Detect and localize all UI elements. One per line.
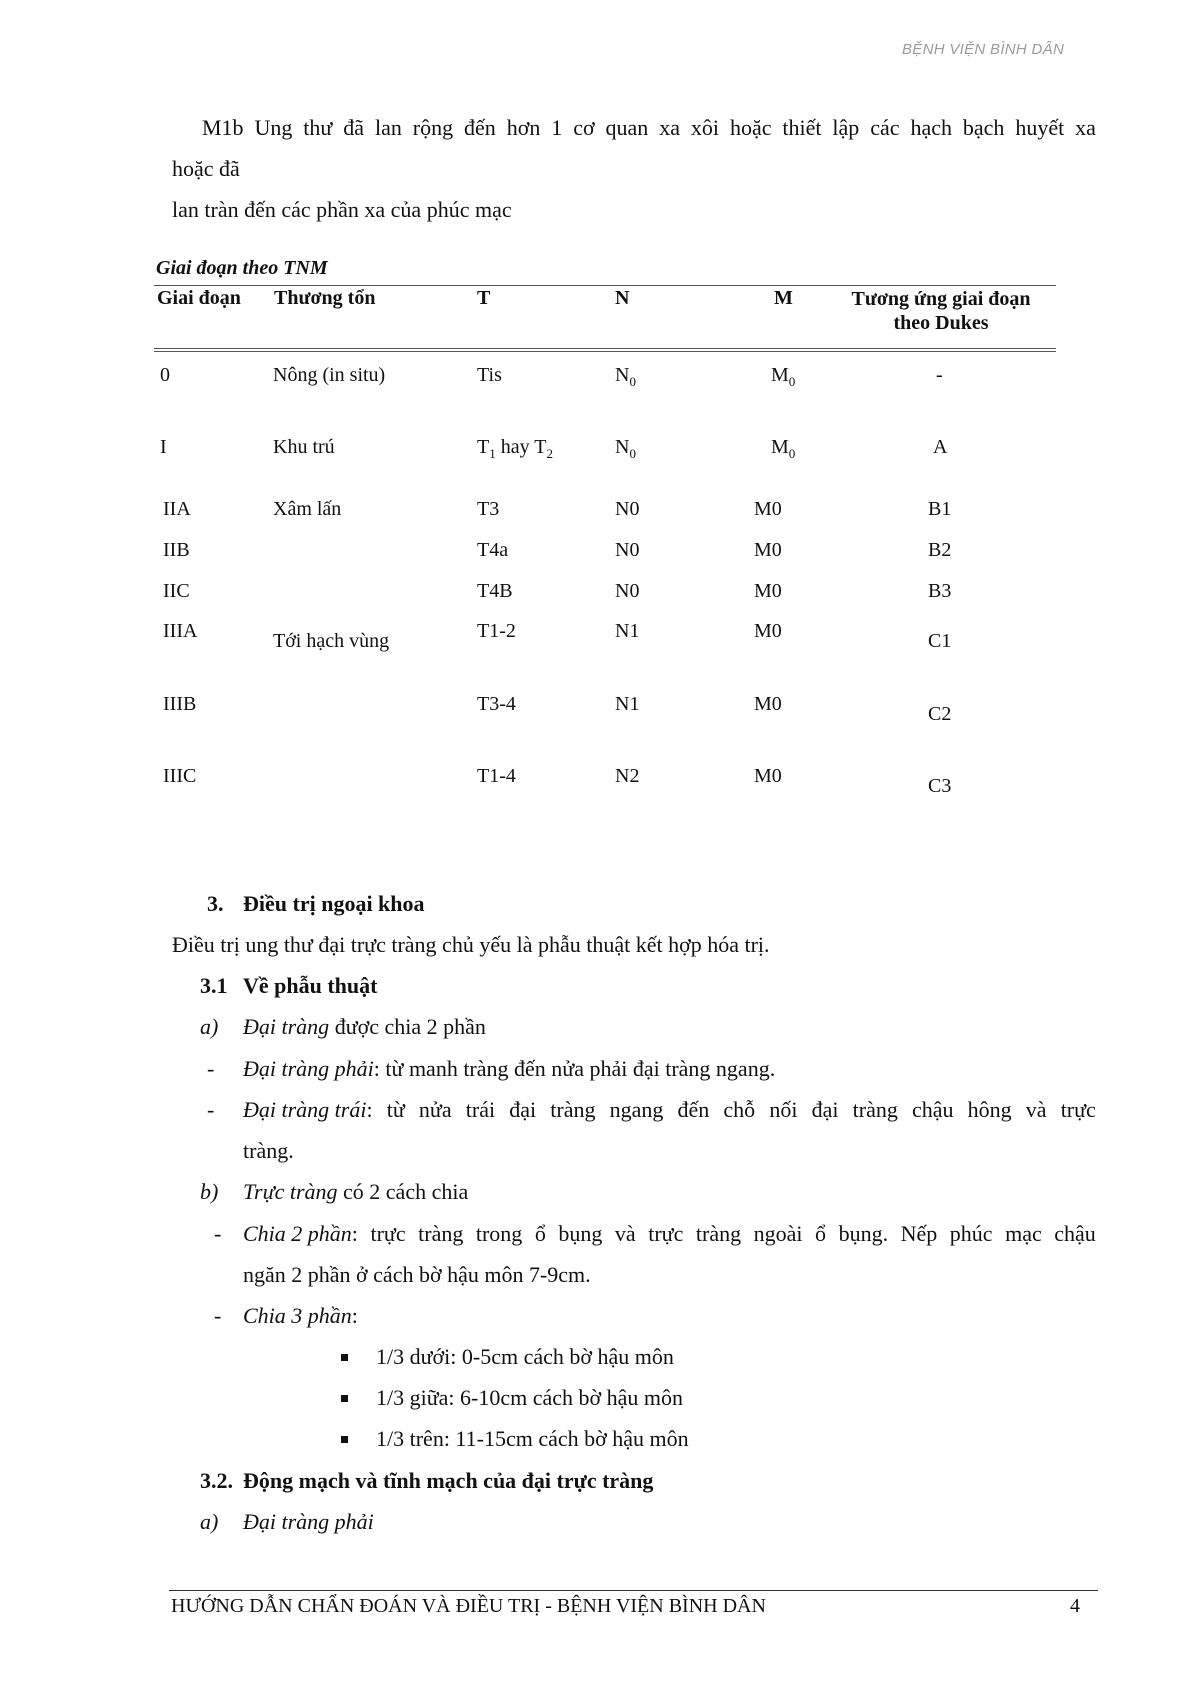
item-a2-line — [243, 1097, 1096, 1123]
cell-stage: IIIA — [163, 620, 198, 642]
word: chỗ — [723, 1097, 756, 1122]
cell-t: Tis — [477, 364, 502, 386]
word: trong — [475, 1221, 523, 1246]
header-n: N — [615, 287, 630, 309]
subsection-3-2-title: Động mạch và tĩnh mạch của đại trực tràng — [243, 1468, 654, 1493]
word: chậu — [1054, 1221, 1096, 1246]
item-3-2-a-term: Đại tràng phải — [243, 1509, 374, 1534]
table-header-rule-1 — [154, 348, 1056, 349]
word: bụng. — [838, 1221, 889, 1246]
item-a2-marker: - — [207, 1097, 215, 1122]
cell-m: M0 — [754, 693, 782, 715]
cell-n — [615, 364, 636, 390]
word: huyết — [1015, 115, 1065, 140]
cell-dukes: B2 — [928, 539, 952, 561]
word: rộng — [412, 115, 454, 140]
cell-n: N1 — [615, 693, 640, 715]
word: bạch — [962, 115, 1005, 140]
cell-n: N0 — [615, 498, 640, 520]
cell-m: M0 — [754, 620, 782, 642]
cell-t-a-sub: 1 — [489, 446, 496, 461]
cell-t-mid: hay T — [495, 436, 547, 458]
cell-m: M0 — [754, 765, 782, 787]
table-caption: Giai đoạn theo TNM — [156, 257, 328, 279]
word: tràng — [418, 1221, 464, 1246]
word: mạc — [1005, 1221, 1042, 1246]
cell-dukes: A — [933, 436, 948, 458]
cell-m-base: M — [771, 364, 789, 386]
word: Ung — [254, 115, 293, 140]
item-a-marker: a) — [200, 1014, 219, 1039]
subsection-3-2-number: 3.2. — [200, 1468, 233, 1493]
item-b2-term: Chia 3 phần — [243, 1303, 352, 1328]
item-b-marker: b) — [200, 1179, 219, 1204]
header-dukes — [830, 287, 1052, 335]
cell-m — [771, 364, 795, 390]
item-b2-rest: : — [351, 1303, 358, 1328]
word: M1b — [202, 115, 244, 140]
cell-stage: IIC — [163, 580, 190, 602]
item-a1-rest: : từ manh tràng đến nửa phải đại tràng ngang. — [373, 1056, 776, 1081]
item-b1-marker: - — [214, 1221, 222, 1246]
word: Nếp — [900, 1221, 938, 1246]
intro-line-1 — [202, 115, 1096, 141]
item-a2-cont: tràng. — [243, 1138, 294, 1163]
cell-m: M0 — [754, 498, 782, 520]
cell-n: N0 — [615, 539, 640, 561]
header-stage: Giai đoạn — [157, 287, 241, 309]
item-a1-text — [243, 1056, 775, 1082]
cell-dukes: C1 — [928, 630, 952, 652]
item-a-rest: được chia 2 phần — [329, 1014, 486, 1039]
word: lan — [374, 115, 402, 140]
word: xa — [659, 115, 680, 140]
section-3-title: Điều trị ngoại khoa — [243, 891, 425, 916]
item-b2-marker: - — [214, 1303, 222, 1328]
cell-t: T1-2 — [477, 620, 516, 642]
header-dukes-line2: theo Dukes — [893, 312, 989, 334]
cell-stage: IIIC — [163, 765, 197, 787]
word: xôi — [690, 115, 720, 140]
bullet-text: 1/3 giữa: 6-10cm cách bờ hậu môn — [376, 1385, 684, 1410]
word: đến — [677, 1097, 710, 1122]
cell-stage: 0 — [160, 364, 170, 386]
cell-t: T3 — [477, 498, 500, 520]
word: thư — [303, 115, 333, 140]
square-bullet-icon — [341, 1436, 348, 1443]
word: hông — [967, 1097, 1012, 1122]
word: nửa — [418, 1097, 452, 1122]
cell-stage: IIIB — [163, 693, 197, 715]
header-dukes-line1: Tương ứng giai đoạn — [851, 288, 1031, 310]
square-bullet-icon — [341, 1354, 348, 1361]
word: trực — [1060, 1097, 1096, 1122]
word: đến — [464, 115, 496, 140]
item-a1-term: Đại tràng phải — [243, 1056, 374, 1081]
section-3-number: 3. — [207, 891, 224, 916]
bullet-text: 1/3 dưới: 0-5cm cách bờ hậu môn — [376, 1344, 674, 1369]
cell-lesion: Xâm lấn — [273, 498, 342, 520]
cell-n — [615, 436, 636, 462]
word: Đại tràng trái: — [243, 1097, 373, 1122]
cell-t-a: T — [477, 436, 490, 458]
cell-m — [771, 436, 795, 462]
cell-n-base: N — [615, 436, 630, 458]
item-a-term: Đại tràng — [243, 1014, 330, 1039]
word: lập — [832, 115, 860, 140]
cell-t: T1-4 — [477, 765, 516, 787]
word: ngang — [609, 1097, 664, 1122]
word: chậu — [911, 1097, 954, 1122]
table-top-rule — [154, 285, 1056, 286]
cell-dukes: C2 — [928, 703, 952, 725]
cell-n-sub: 0 — [629, 374, 636, 389]
word: phúc — [949, 1221, 993, 1246]
word: trực — [370, 1221, 406, 1246]
word: cơ — [573, 115, 595, 140]
word: 1 — [551, 115, 563, 140]
section-3-intro: Điều trị ung thư đại trực tràng chủ yếu là phẫu thuật kết hợp hóa trị. — [172, 932, 770, 957]
bullet-text: 1/3 trên: 11-15cm cách bờ hậu môn — [376, 1426, 689, 1451]
word: xa — [1075, 115, 1096, 140]
word: quan — [605, 115, 649, 140]
item-b1-cont: ngăn 2 phần ở cách bờ hậu môn 7-9cm. — [243, 1262, 591, 1287]
table-header-rule-2 — [154, 351, 1056, 352]
word: trực — [648, 1221, 684, 1246]
word: ngoài — [753, 1221, 803, 1246]
header-t: T — [477, 287, 491, 309]
word: các — [870, 115, 900, 140]
word: bụng — [558, 1221, 603, 1246]
word: nối — [769, 1097, 798, 1122]
cell-lesion: Khu trú — [273, 436, 335, 458]
cell-stage: IIB — [163, 539, 190, 561]
cell-stage: I — [160, 436, 167, 458]
word: từ — [386, 1097, 405, 1122]
word: thiết — [782, 115, 822, 140]
word: đại — [811, 1097, 839, 1122]
cell-lesion: Tới hạch vùng — [273, 630, 390, 652]
cell-t-b-sub: 2 — [546, 446, 553, 461]
word: Chia 2 phần: — [243, 1221, 358, 1246]
word: ổ — [815, 1221, 827, 1246]
cell-stage: IIA — [163, 498, 191, 520]
intro-line-2: hoặc đã — [172, 156, 240, 181]
item-3-2-a-marker: a) — [200, 1509, 219, 1534]
word: tràng — [695, 1221, 742, 1246]
word: và — [1025, 1097, 1047, 1122]
footer-text: HƯỚNG DẪN CHẨN ĐOÁN VÀ ĐIỀU TRỊ - BỆNH VIỆN BÌNH DÂN — [171, 1595, 766, 1617]
item-b-text — [243, 1179, 468, 1205]
item-a-text — [243, 1014, 486, 1040]
square-bullet-icon — [341, 1395, 348, 1402]
cell-dukes: C3 — [928, 775, 952, 797]
word: hạch — [910, 115, 952, 140]
cell-t: T3-4 — [477, 693, 516, 715]
word: và — [614, 1221, 636, 1246]
header-lesion: Thương tổn — [274, 287, 376, 309]
subsection-3-1-number: 3.1 — [200, 973, 228, 998]
item-b1-line — [243, 1221, 1096, 1247]
cell-m-sub: 0 — [788, 374, 796, 389]
cell-dukes: B3 — [928, 580, 952, 602]
item-b-rest: có 2 cách chia — [337, 1179, 469, 1204]
footer-rule — [169, 1590, 1098, 1591]
word: hoặc — [729, 115, 772, 140]
cell-m: M0 — [754, 580, 782, 602]
cell-n: N1 — [615, 620, 640, 642]
subsection-3-1-title: Về phẫu thuật — [243, 973, 378, 998]
cell-n: N0 — [615, 580, 640, 602]
word: đã — [343, 115, 365, 140]
running-header: BỆNH VIỆN BÌNH DÂN — [902, 41, 1065, 58]
page-number: 4 — [1070, 1595, 1080, 1617]
item-b-term: Trực tràng — [243, 1179, 338, 1204]
cell-n-sub: 0 — [629, 446, 636, 461]
cell-t — [477, 436, 553, 462]
word: tràng — [550, 1097, 596, 1122]
header-m: M — [774, 287, 793, 309]
word: trái — [465, 1097, 496, 1122]
item-a1-marker: - — [207, 1056, 215, 1081]
cell-t: T4B — [477, 580, 513, 602]
cell-dukes: - — [936, 364, 943, 386]
cell-n-base: N — [615, 364, 630, 386]
word: tràng — [852, 1097, 898, 1122]
word: hơn — [506, 115, 541, 140]
word: ổ — [534, 1221, 546, 1246]
cell-dukes: B1 — [928, 498, 952, 520]
cell-m-base: M — [771, 436, 789, 458]
cell-m-sub: 0 — [788, 446, 796, 461]
cell-m: M0 — [754, 539, 782, 561]
word: đại — [509, 1097, 537, 1122]
cell-t: T4a — [477, 539, 509, 561]
cell-lesion: Nông (in situ) — [273, 364, 386, 386]
item-b2-text — [243, 1303, 358, 1329]
cell-n: N2 — [615, 765, 640, 787]
intro-line-3: lan tràn đến các phần xa của phúc mạc — [172, 197, 512, 222]
